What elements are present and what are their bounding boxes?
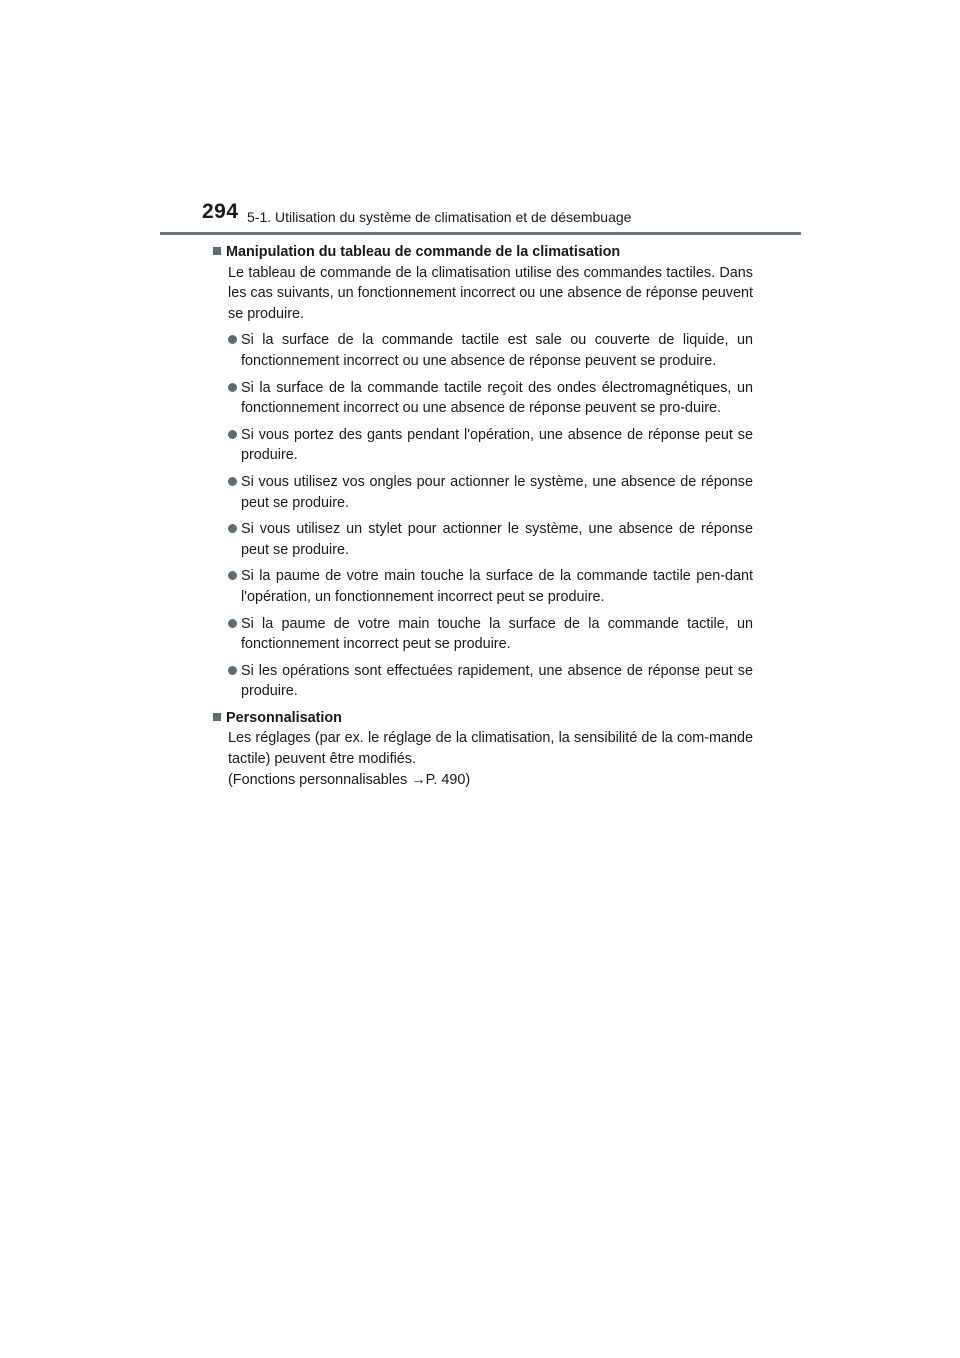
bullet-dot-icon [228,666,237,675]
bullet-list [213,330,753,702]
list-item-text: Si la paume de votre main touche la surface de la commande tactile pen-dant l'opération, un fonctionnement incorrect peut se produire. [241,568,753,605]
square-bullet-icon [213,713,221,721]
list-item-text: Si vous utilisez un stylet pour actionner le système, une absence de réponse peut se produire. [241,521,753,558]
section-title-text: Manipulation du tableau de commande de la climatisation [226,244,621,260]
cross-reference-prefix: (Fonctions personnalisables [228,771,412,788]
list-item [228,330,753,371]
cross-reference[interactable] [228,770,753,791]
page-content [213,242,753,790]
list-item [228,472,753,513]
header-rule [160,232,801,235]
bullet-dot-icon [228,571,237,580]
page-header [0,0,960,240]
list-item-text: Si vous utilisez vos ongles pour actionner le système, une absence de réponse peut se produire. [241,473,753,511]
list-item [228,614,753,655]
list-item-text: Si la paume de votre main touche la surface de la commande tactile, un fonctionnement incorrect peut se produire. [241,615,753,653]
section-title [213,242,753,263]
bullet-dot-icon [228,335,237,344]
arrow-right-icon: → [411,771,426,788]
list-item-text: Si les opérations sont effectuées rapidement, une absence de réponse peut se produire. [241,662,753,700]
section-personnalisation [213,708,753,790]
list-item [228,519,753,560]
bullet-dot-icon [228,430,237,439]
section-title [213,708,753,729]
page-number: 294 [202,200,239,223]
bullet-dot-icon [228,619,237,628]
square-bullet-icon [213,247,221,255]
list-item [228,425,753,466]
section-text: Les réglages (par ex. le réglage de la climatisation, la sensibilité de la com-mande tactile) peuvent être modifiés. [228,730,753,768]
list-item-text: Si vous portez des gants pendant l'opération, une absence de réponse peut se produire. [241,426,753,464]
section-intro: Le tableau de commande de la climatisation utilise des commandes tactiles. Dans les cas suivants, un fonctionnement incorrect ou une absence de réponse peuvent se produire. [228,264,753,322]
section-manipulation [213,242,753,702]
bullet-dot-icon [228,477,237,486]
list-item [228,378,753,419]
list-item [228,661,753,702]
list-item [228,566,753,607]
bullet-dot-icon [228,524,237,533]
list-item-text: Si la surface de la commande tactile est sale ou couverte de liquide, un fonctionnement incorrect ou une absence de réponse peuvent se produire. [241,332,753,369]
bullet-dot-icon [228,383,237,392]
list-item-text: Si la surface de la commande tactile reçoit des ondes électromagnétiques, un fonctionnement incorrect ou une absence de réponse peuvent se pro-duire. [241,379,753,417]
section-title-text: Personnalisation [226,709,342,726]
chapter-title: 5-1. Utilisation du système de climatisation et de désembuage [247,209,632,225]
cross-reference-page[interactable]: P. 490) [425,771,471,788]
